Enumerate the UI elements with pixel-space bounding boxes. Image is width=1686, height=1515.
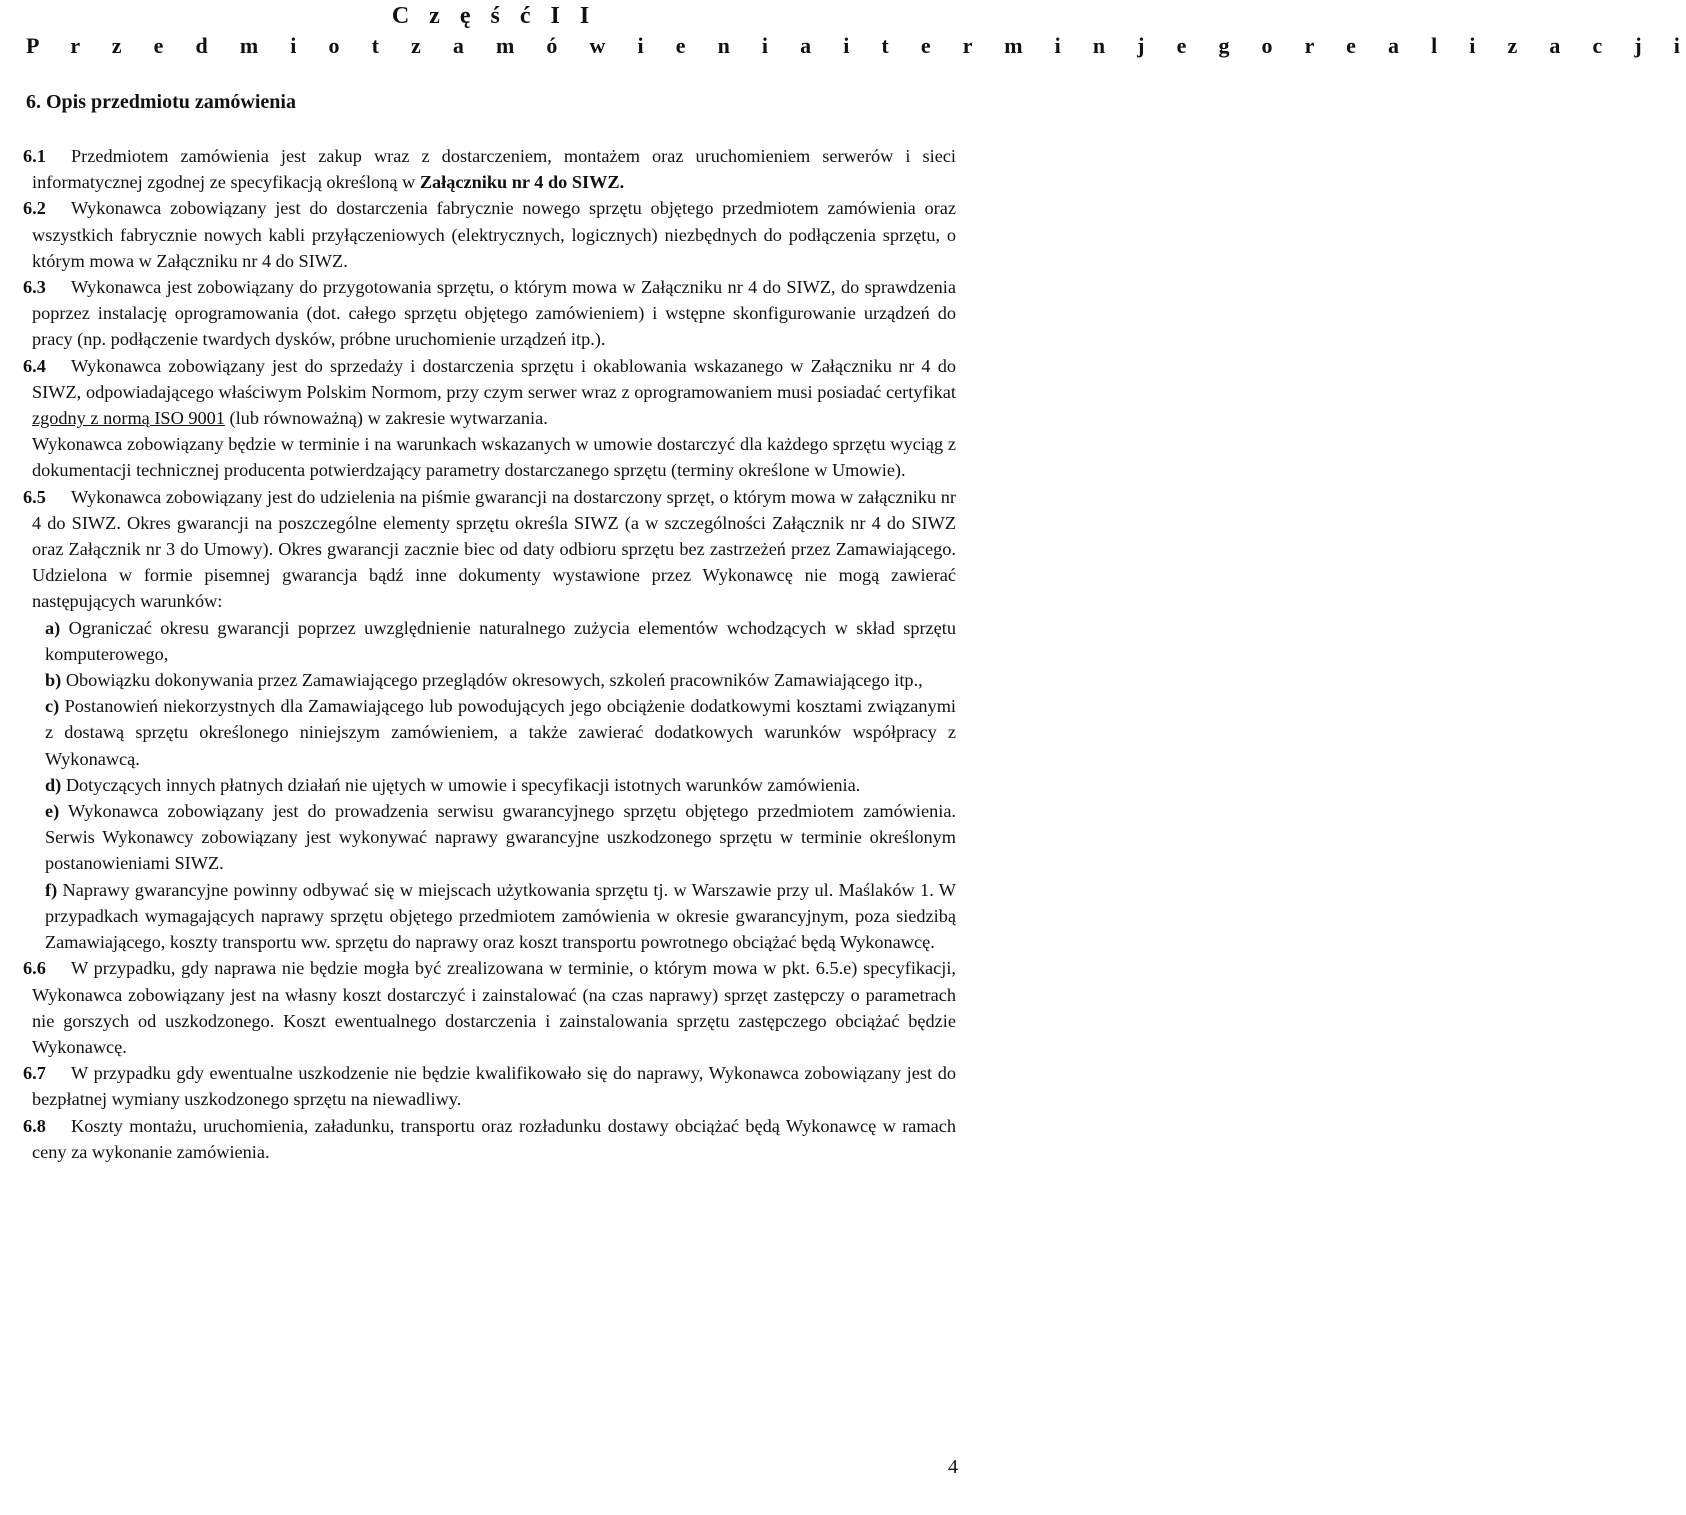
list-item	[45, 693, 956, 772]
list-item-text: Ograniczać okresu gwarancji poprzez uwzględnienie naturalnego zużycia elementów wchodzących w skład sprzętu komputerowego,	[45, 617, 957, 664]
list-item-label: e)	[45, 801, 60, 822]
paragraph-text-bold: Załączniku nr 4 do SIWZ.	[419, 172, 625, 193]
paragraph-6-2	[23, 195, 956, 274]
paragraph-text: Koszty montażu, uruchomienia, załadunku, transportu oraz rozładunku dostawy obciążać będą Wykonawcę w ramach ceny za wykonanie zamówienia.	[32, 1115, 956, 1162]
paragraph-text: Przedmiotem zamówienia jest zakup wraz z dostarczeniem, montażem oraz uruchomieniem serwerów i sieci informatycznej zgodnej ze specyfikacją określoną w	[32, 146, 956, 193]
list-item-text: Naprawy gwarancyjne powinny odbywać się w miejscach użytkowania sprzętu tj. w Warszawie przy ul. Maślaków 1. W przypadkach wymagających naprawy sprzętu objętego przedmiotem zamówienia w okresie gwarancyjnym, poza siedzibą Zamawiającego, koszty transportu ww. sprzętu do naprawy oraz koszt transportu powrotnego obciążać będą Wykonawcę.	[45, 879, 956, 953]
part-subtitle: P r z e d m i o t z a m ó w i e n i a i t e r m i n j e g o r e a l i z a c j i	[26, 33, 1686, 58]
list-item-text: Dotyczących innych płatnych działań nie ujętych w umowie i specyfikacji istotnych warunków zamówienia.	[65, 774, 861, 795]
list-item-text: Postanowień niekorzystnych dla Zamawiającego lub powodujących jego obciążenie dodatkowymi kosztami związanymi z dostawą sprzętu określonego niniejszym zamówieniem, a także zawierać dodatkowych warunków współpracy z Wykonawcą.	[45, 696, 956, 769]
paragraph-number: 6.3	[23, 277, 46, 298]
list-item-label: f)	[45, 879, 58, 900]
paragraph-text: (lub równoważną) w zakresie wytwarzania.	[224, 408, 548, 429]
paragraph-text: Wykonawca zobowiązany jest do sprzedaży i dostarczenia sprzętu i okablowania wskazanego w Załączniku nr 4 do SIWZ, odpowiadającego właściwym Polskim Normom, przy czym serwer wraz z oprogramowaniem musi posiadać certyfikat	[32, 355, 956, 402]
list-item	[45, 798, 956, 877]
paragraph-number: 6.1	[23, 146, 46, 166]
paragraph-6-1	[23, 143, 956, 195]
paragraph-text: Wykonawca zobowiązany jest do udzielenia na piśmie gwarancji na dostarczony sprzęt, o którym mowa w załączniku nr 4 do SIWZ. Okres gwarancji na poszczególne elementy sprzętu określa SIWZ (a w szczególności Załącznik nr 4 do SIWZ oraz Załącznik nr 3 do Umowy). Okres gwarancji zacznie biec od daty odbioru sprzętu bez zastrzeżeń przez Zamawiającego. Udzielona w formie pisemnej gwarancja bądź inne dokumenty wystawione przez Wykonawcę nie mogą zawierać następujących warunków:	[32, 486, 956, 612]
paragraph-6-8	[23, 1113, 956, 1165]
paragraph-text: W przypadku gdy ewentualne uszkodzenie nie będzie kwalifikowało się do naprawy, Wykonawca zobowiązany jest do bezpłatnej wymiany uszkodzonego sprzętu na niewadliwy.	[32, 1063, 956, 1110]
list-item	[45, 667, 956, 693]
list-item-label: c)	[45, 696, 60, 717]
paragraph-number: 6.4	[23, 355, 46, 376]
list-item-text: Obowiązku dokonywania przez Zamawiającego przeglądów okresowych, szkoleń pracowników Zamawiającego itp.,	[65, 670, 923, 691]
paragraph-text: Wykonawca jest zobowiązany do przygotowania sprzętu, o którym mowa w Załączniku nr 4 do SIWZ, do sprawdzenia poprzez instalację oprogramowania (dot. całego sprzętu objętego zamówieniem) i wstępne skonfigurowanie urządzeń do pracy (np. podłączenie twardych dysków, próbne uruchomienie urządzeń itp.).	[32, 277, 956, 350]
paragraph-number: 6.8	[23, 1115, 46, 1136]
list-item	[45, 772, 956, 798]
section-heading: 6. Opis przedmiotu zamówienia	[26, 91, 296, 113]
warranty-conditions-list	[32, 615, 956, 956]
page-number: 4	[948, 1456, 958, 1478]
paragraph-6-7	[23, 1060, 956, 1112]
paragraph-6-6	[23, 955, 956, 1060]
paragraph-6-4	[23, 353, 956, 432]
paragraph-text-underlined: zgodny z normą ISO 9001	[32, 408, 225, 429]
paragraph-number: 6.5	[23, 486, 46, 507]
list-item-label: a)	[45, 617, 61, 638]
paragraph-number: 6.2	[23, 198, 46, 219]
paragraph-text: W przypadku, gdy naprawa nie będzie mogła być zrealizowana w terminie, o którym mowa w pkt. 6.5.e) specyfikacji, Wykonawca zobowiązany jest na własny koszt dostarczyć i zainstalować (na czas naprawy) sprzęt zastępczy o parametrach nie gorszych od uszkodzonego. Koszt ewentualnego dostarczenia i zainstalowania sprzętu zastępczego obciążać będzie Wykonawcę.	[32, 958, 956, 1057]
list-item	[45, 615, 956, 667]
paragraph-6-4-continued: Wykonawca zobowiązany będzie w terminie i na warunkach wskazanych w umowie dostarczyć dla każdego sprzętu wyciąg z dokumentacji technicznej producenta potwierdzający parametry dostarczanego sprzętu (terminy określone w Umowie).	[32, 434, 956, 481]
list-item-label: d)	[45, 774, 62, 795]
document-body	[23, 143, 957, 1165]
paragraph-text: Wykonawca zobowiązany jest do dostarczenia fabrycznie nowego sprzętu objętego przedmiotem zamówienia oraz wszystkich fabrycznie nowych kabli przyłączeniowych (elektrycznych, logicznych) niezbędnych do podłączenia sprzętu, o którym mowa w Załączniku nr 4 do SIWZ.	[32, 198, 956, 271]
list-item	[45, 877, 956, 956]
list-item-text: Wykonawca zobowiązany jest do prowadzenia serwisu gwarancyjnego sprzętu objętego przedmiotem zamówienia. Serwis Wykonawcy zobowiązany jest wykonywać naprawy gwarancyjne uszkodzonego sprzętu w terminie określonym postanowieniami SIWZ.	[45, 801, 957, 874]
list-item-label: b)	[45, 670, 62, 691]
paragraph-number: 6.7	[23, 1063, 46, 1084]
paragraph-6-5	[23, 484, 956, 615]
paragraph-6-3	[23, 274, 956, 353]
paragraph-number: 6.6	[23, 958, 46, 979]
part-title: C z ę ś ć I I	[391, 3, 597, 29]
